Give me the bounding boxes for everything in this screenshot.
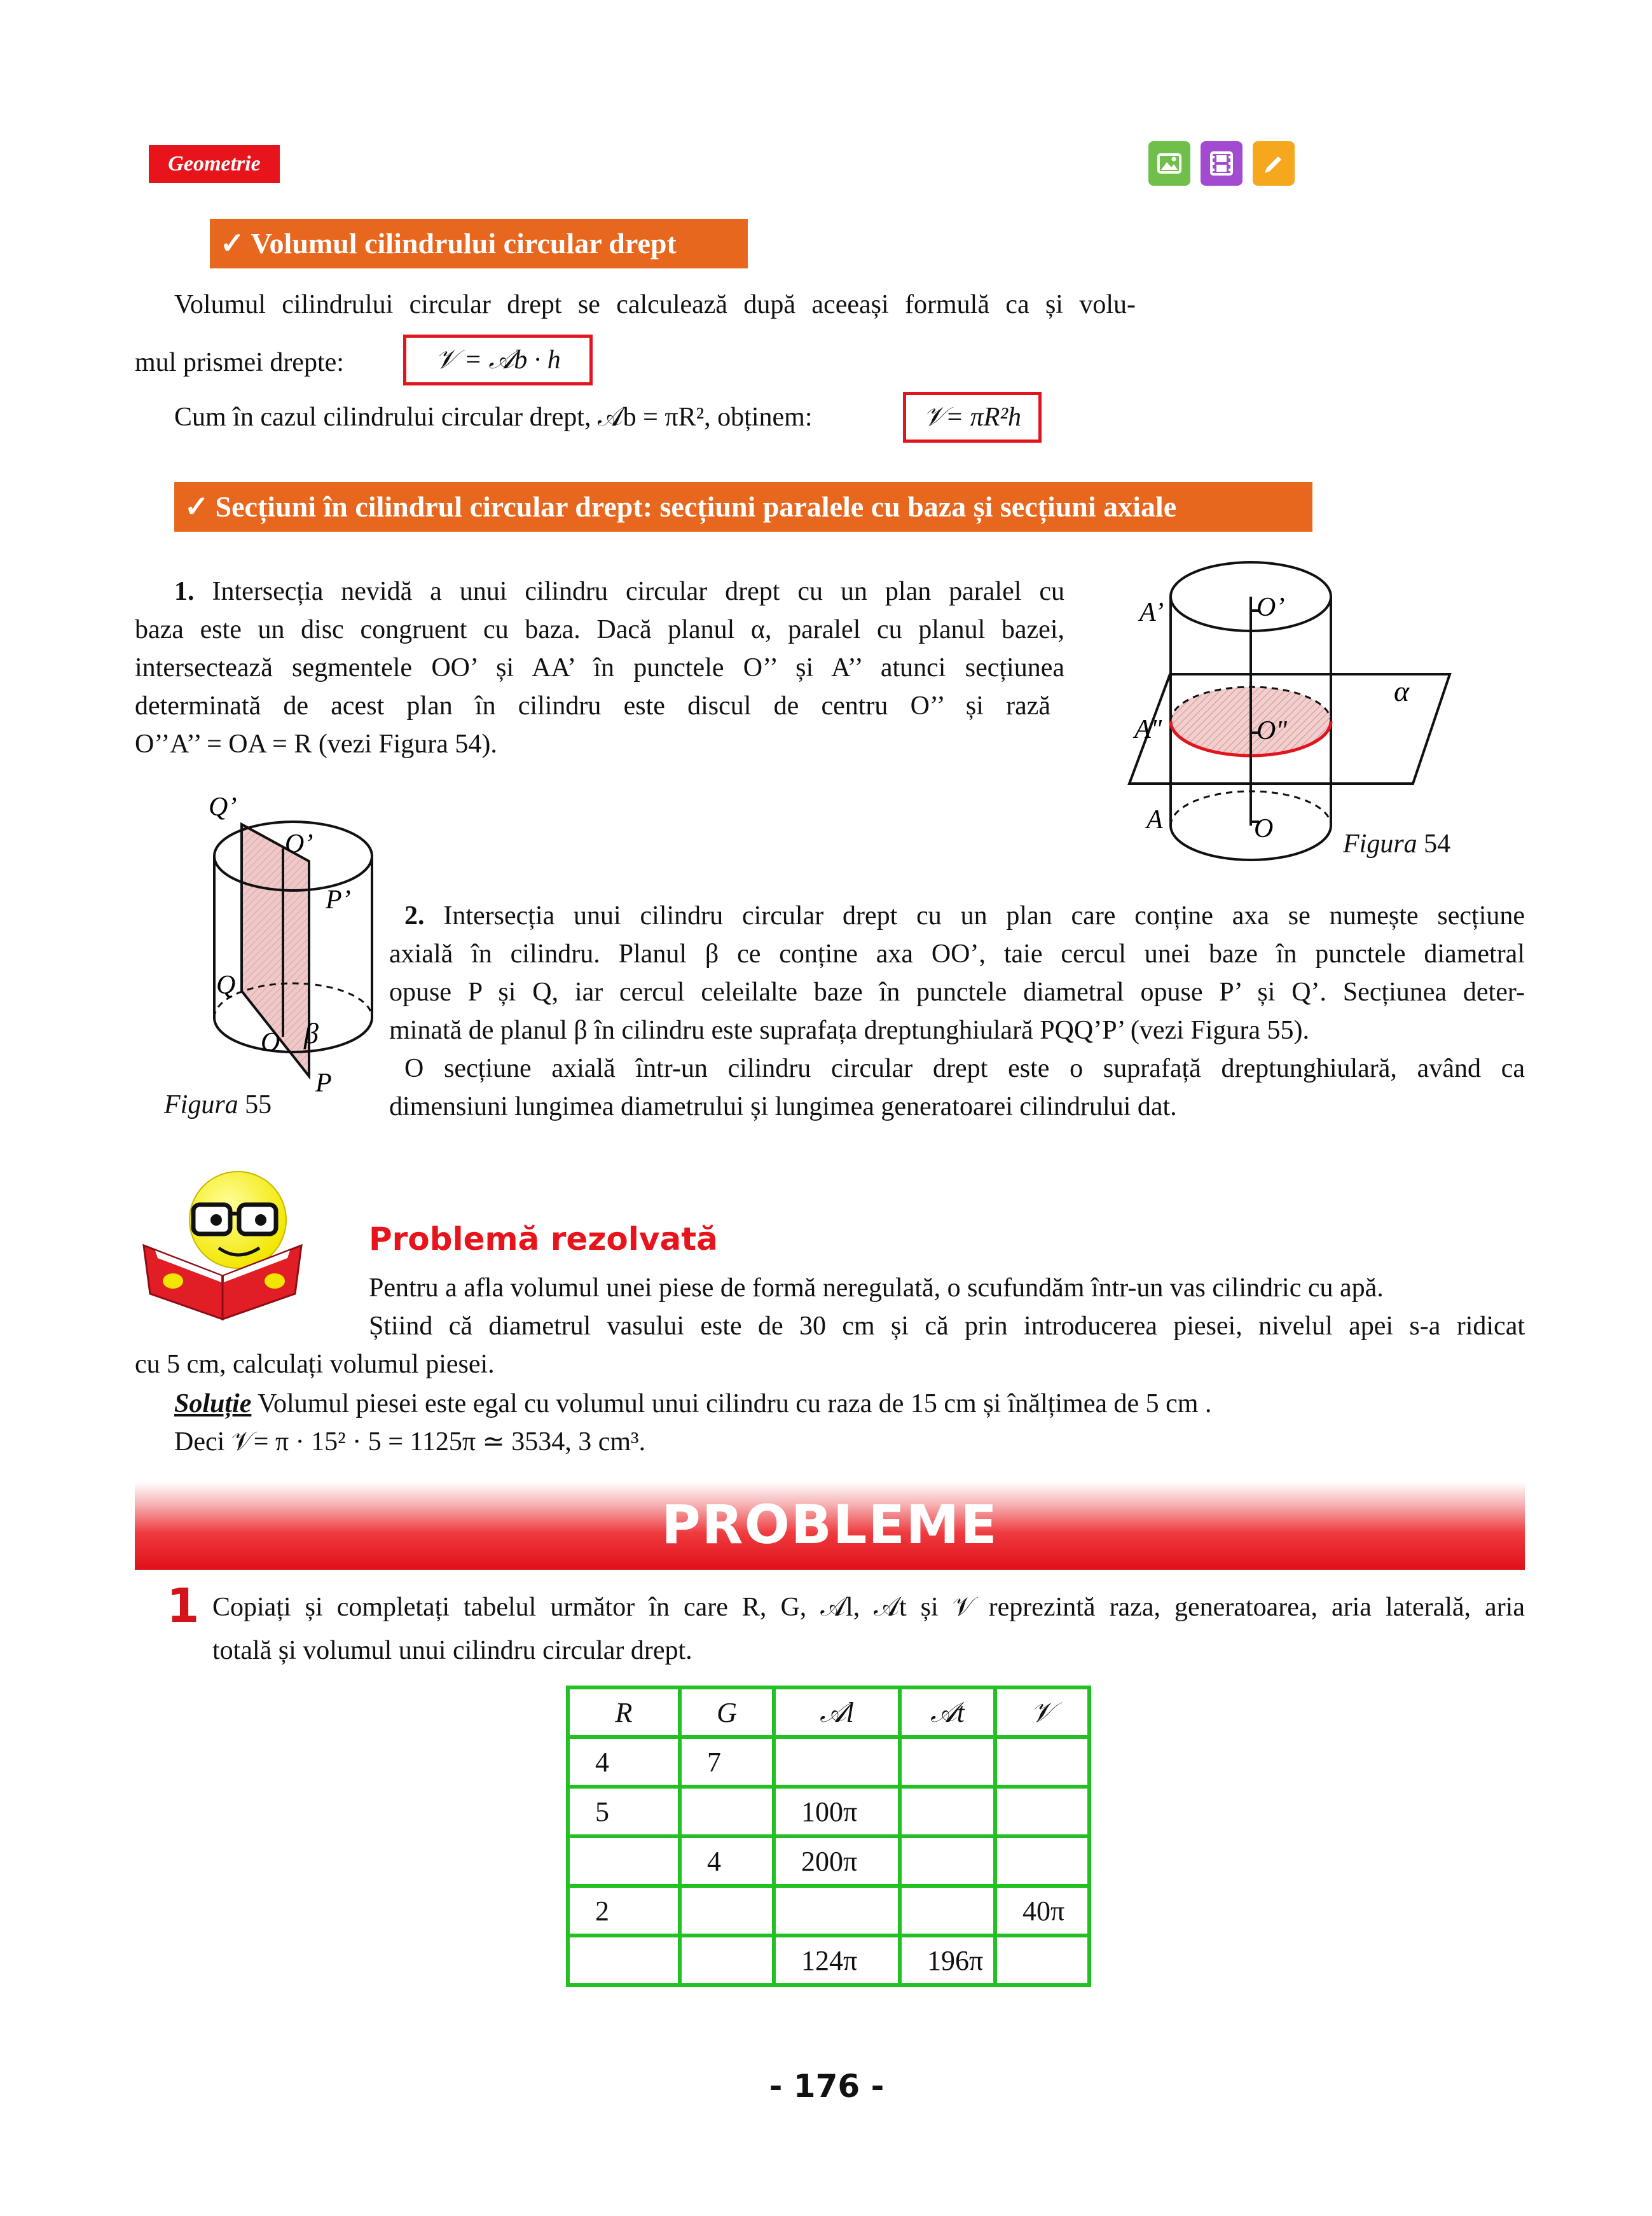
table-header-cell: 𝒜l bbox=[774, 1687, 900, 1737]
problem-line: totală și volumul unui cilindru circular drept. bbox=[212, 1636, 692, 1665]
table-cell bbox=[900, 1886, 995, 1936]
pencil-icon[interactable] bbox=[1253, 141, 1295, 186]
table-cell: 4 bbox=[680, 1836, 774, 1886]
section-header-sections bbox=[174, 482, 1312, 532]
page-number: - 176 - bbox=[769, 2068, 885, 2105]
table-cell bbox=[900, 1737, 995, 1787]
figure-54-caption: Figura 54 bbox=[1343, 829, 1451, 859]
figure-55-caption: Figura 55 bbox=[164, 1090, 272, 1119]
solution-result: Deci 𝒱= π · 15² · 5 = 1125π ≃ 3534, 3 cm³. bbox=[174, 1427, 646, 1457]
check-icon: ✓ bbox=[184, 490, 209, 523]
label-p-bot: P bbox=[315, 1069, 332, 1098]
item-number: 2. bbox=[404, 901, 425, 931]
table-cell bbox=[568, 1936, 680, 1985]
table-cell bbox=[995, 1936, 1089, 1985]
table-cell: 124π bbox=[774, 1936, 900, 1985]
formula-box: 𝒱 = 𝒜b · h bbox=[403, 335, 593, 385]
table-row bbox=[568, 1737, 1089, 1787]
table-cell bbox=[995, 1737, 1089, 1787]
label-q-bot: Q bbox=[216, 971, 236, 1000]
table-cell: 5 bbox=[568, 1787, 680, 1836]
paragraph-line: determinată de acest plan în cilindru este discul de centru O’’ și rază bbox=[135, 691, 1050, 721]
paragraph-line: dimensiuni lungimea diametrului și lungimea generatoarei cilindrului dat. bbox=[389, 1092, 1177, 1121]
problem-number: 1 bbox=[167, 1579, 200, 1633]
label-a-top: A’ bbox=[1139, 598, 1164, 627]
label-o-mid: O" bbox=[1256, 716, 1287, 745]
check-icon: ✓ bbox=[220, 227, 245, 260]
figure-55-axial-section bbox=[191, 782, 382, 1113]
table-header-cell: 𝒱 bbox=[995, 1687, 1089, 1737]
table-row bbox=[568, 1836, 1089, 1886]
label-alpha: α bbox=[1394, 675, 1410, 707]
table-cell bbox=[680, 1787, 774, 1836]
label-o-bot: O bbox=[1254, 814, 1274, 843]
table-row bbox=[568, 1886, 1089, 1936]
paragraph-line: 1. Intersecția nevidă a unui cilindru circular drept cu un plan paralel cu bbox=[174, 577, 1065, 606]
paragraph-line: intersectează segmentele OO’ și AA’ în punctele O’’ și A’’ atunci secțiunea bbox=[135, 653, 1064, 682]
subject-tag: Geometrie bbox=[149, 145, 280, 183]
item-number: 1. bbox=[174, 577, 195, 606]
film-icon[interactable] bbox=[1201, 141, 1242, 186]
problem-line: Știind că diametrul vasului este de 30 cm și că prin introducerea piesei, nivelul apei s-a ridicat bbox=[369, 1312, 1525, 1341]
label-o-top: O’ bbox=[1256, 593, 1285, 622]
table-cell: 196π bbox=[900, 1936, 995, 1985]
solved-problem-title: Problemă rezolvată bbox=[369, 1221, 718, 1257]
table-header-row bbox=[568, 1687, 1089, 1737]
label-a-mid: A" bbox=[1134, 715, 1162, 744]
table-cell bbox=[900, 1836, 995, 1886]
problem-line: Copiați și completați tabelul următor în care R, G, 𝒜l, 𝒜t și 𝒱 reprezintă raza, generatoarea, aria laterală, aria bbox=[212, 1593, 1525, 1622]
table-cell: 2 bbox=[568, 1886, 680, 1936]
paragraph-line: axială în cilindru. Planul β ce conține axa OO’, taie cercul unei baze în punctele diametral bbox=[389, 939, 1525, 969]
table-cell bbox=[774, 1737, 900, 1787]
paragraph-line: O secțiune axială într-un cilindru circular drept este o suprafață dreptunghiulară, având ca bbox=[404, 1054, 1525, 1083]
solution-line: Soluție Volumul piesei este egal cu volumul unui cilindru cu raza de 15 cm și înălțimea de 5 cm . bbox=[174, 1389, 1212, 1418]
table-header-cell: 𝒜t bbox=[900, 1687, 995, 1737]
label-p-top: P’ bbox=[326, 885, 351, 915]
paragraph-line: opuse P și Q, iar cercul celeilalte baze în punctele diametral opuse P’ și Q’. Secțiunea deter- bbox=[389, 978, 1525, 1007]
table-cell bbox=[680, 1886, 774, 1936]
label-q-top: Q’ bbox=[209, 793, 237, 822]
section-title: Secțiuni în cilindrul circular drept: secțiuni paralele cu baza și secțiuni axiale bbox=[215, 490, 1177, 523]
reading-smiley-icon bbox=[140, 1169, 305, 1322]
table-cell bbox=[900, 1787, 995, 1836]
table-cell: 7 bbox=[680, 1737, 774, 1787]
table-row bbox=[568, 1787, 1089, 1836]
image-icon[interactable] bbox=[1148, 141, 1190, 186]
table-header-cell: R bbox=[568, 1687, 680, 1737]
section-header-volume bbox=[210, 219, 748, 268]
paragraph-line: 2. Intersecția unui cilindru circular drept cu un plan care conține axa se numește secțiune bbox=[404, 901, 1525, 931]
solution-label: Soluție bbox=[174, 1389, 252, 1418]
table-cell bbox=[774, 1886, 900, 1936]
label-beta: β bbox=[304, 1017, 319, 1049]
paragraph-line: O’’A’’ = OA = R (vezi Figura 54). bbox=[135, 730, 497, 759]
label-o-bot: O bbox=[261, 1028, 280, 1057]
problem-line: cu 5 cm, calculați volumul piesei. bbox=[135, 1350, 495, 1379]
paragraph-line: Cum în cazul cilindrului circular drept, 𝒜b = πR², obținem: bbox=[174, 403, 813, 432]
table-cell bbox=[680, 1936, 774, 1985]
label-a-bot: A bbox=[1146, 805, 1163, 834]
table-row bbox=[568, 1936, 1089, 1985]
table-cell: 4 bbox=[568, 1737, 680, 1787]
table-cell: 100π bbox=[774, 1787, 900, 1836]
table-cell: 40π bbox=[995, 1886, 1089, 1936]
table-cell bbox=[995, 1836, 1089, 1886]
table-cell bbox=[568, 1836, 680, 1886]
label-o-top: O’ bbox=[285, 829, 313, 859]
section-title: Volumul cilindrului circular drept bbox=[251, 227, 677, 260]
table-cell bbox=[995, 1787, 1089, 1836]
problem-line: Pentru a afla volumul unei piese de formă neregulată, o scufundăm într-un vas cilindric cu apă. bbox=[369, 1273, 1384, 1303]
problems-banner-title: PROBLEME bbox=[661, 1493, 998, 1556]
problem-table bbox=[566, 1686, 1091, 1987]
paragraph-line: mul prismei drepte: bbox=[135, 348, 344, 377]
table-cell: 200π bbox=[774, 1836, 900, 1886]
formula-box: 𝒱= πR²h bbox=[903, 392, 1042, 443]
table-header-cell: G bbox=[680, 1687, 774, 1737]
paragraph-line: baza este un disc congruent cu baza. Dacă planul α, paralel cu planul bazei, bbox=[135, 615, 1064, 644]
paragraph-line: minată de planul β în cilindru este suprafața dreptunghiulară PQQ’P’ (vezi Figura 55). bbox=[389, 1016, 1310, 1045]
paragraph-line: Volumul cilindrului circular drept se calculează după aceeași formulă ca și volu- bbox=[174, 290, 1136, 319]
